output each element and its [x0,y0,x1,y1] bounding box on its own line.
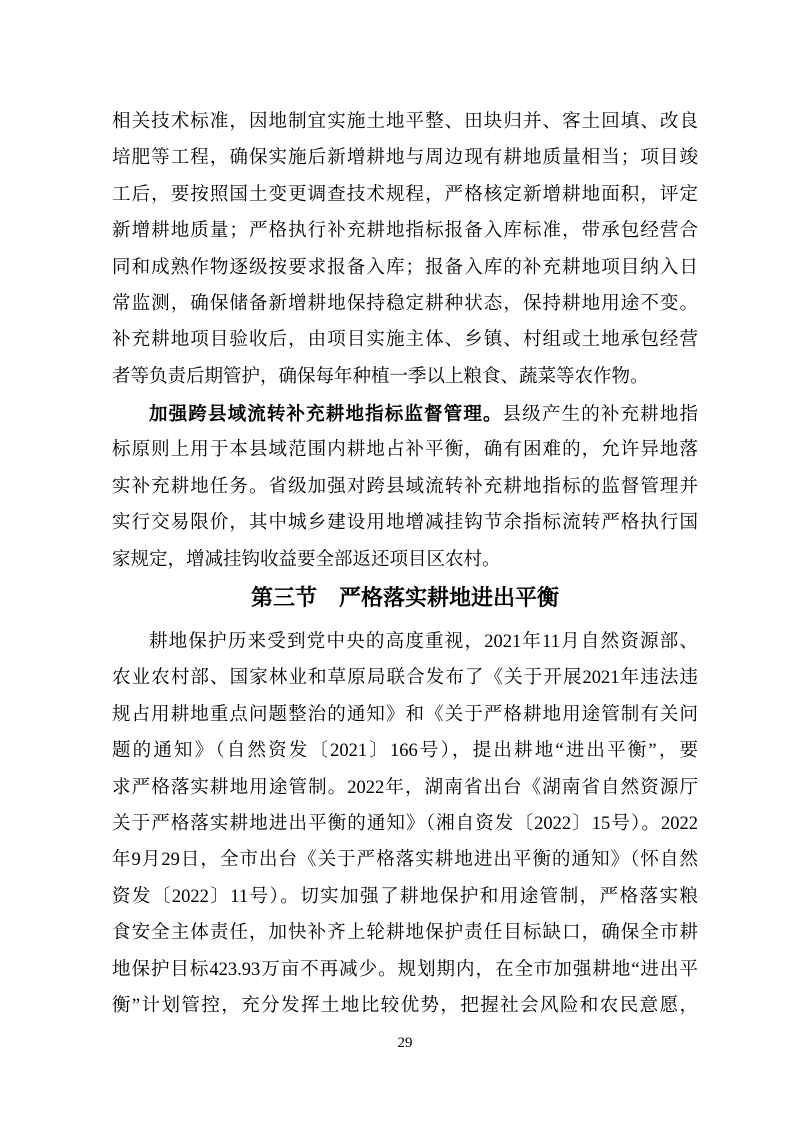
text-line: 农业农村部、国家林业和草原局联合发布了《关于开展2021年违法违 [112,668,698,689]
text-line: 家规定，增减挂钩收益要全部返还项目区农村。 [112,549,501,570]
text-line: 实补充耕地任务。省级加强对跨县域流转补充耕地指标的监督管理并 [112,476,698,497]
text-line: 食安全主体责任，加快补齐上轮耕地保护责任目标缺口，确保全市耕 [112,923,698,944]
text-line: 耕地保护历来受到党中央的高度重视，2021年11月自然资源部、 [149,632,698,652]
text-line: 补充耕地项目验收后，由项目实施主体、乡镇、村组或土地承包经营 [112,330,698,351]
text-line: 同和成熟作物逐级按要求报备入库；报备入库的补充耕地项目纳入日 [112,257,698,278]
text-line: 资发〔2022〕11号）。切实加强了耕地保护和用途管制，严格落实粮 [112,886,698,907]
text-line: 加强跨县域流转补充耕地指标监督管理。县级产生的补充耕地指 [149,403,698,425]
page-number: 29 [397,1035,413,1051]
text-line: 实行交易限价，其中城乡建设用地增减挂钩节余指标流转严格执行国 [112,513,698,534]
text-line: 关于严格落实耕地进出平衡的通知》（湘自资发〔2022〕15号）。2022 [112,813,698,834]
text-line: 衡”计划管控，充分发挥土地比较优势，把握社会风险和农民意愿， [112,995,698,1016]
bold-lead-text: 加强跨县域流转补充耕地指标监督管理。 [149,403,503,424]
text-line: 相关技术标准，因地制宜实施土地平整、田块归并、客土回填、改良 [112,112,698,132]
text-line: 年9月29日，全市出台《关于严格落实耕地进出平衡的通知》（怀自然 [112,850,698,871]
text-line: 题的通知》（自然资发〔2021〕166号），提出耕地“进出平衡”，要 [112,741,698,762]
section-heading: 第三节 严格落实耕地进出平衡 [250,585,559,610]
text-line: 规占用耕地重点问题整治的通知》和《关于严格耕地用途管制有关问 [112,704,698,725]
text-line: 地保护目标423.93万亩不再减少。规划期内，在全市加强耕地“进出平 [112,959,698,980]
text-line: 新增耕地质量；严格执行补充耕地指标报备入库标准，带承包经营合 [112,221,698,242]
text-line: 工后，要按照国土变更调查技术规程，严格核定新增耕地面积，评定 [112,184,698,205]
text-line: 培肥等工程，确保实施后新增耕地与周边现有耕地质量相当；项目竣 [112,148,698,169]
paragraph-cross-county-transfer [112,396,698,578]
text-line: 标原则上用于本县域范围内耕地占补平衡，确有困难的，允许异地落 [112,440,698,461]
text-line: 者等负责后期管护，确保每年种植一季以上粮食、蔬菜等农作物。 [112,366,649,387]
text-line: 常监测，确保储备新增耕地保持稳定耕种状态，保持耕地用途不变。 [112,293,698,314]
paragraph-in-out-balance [112,624,698,1024]
paragraph-supplementary-farmland [112,104,698,395]
text-line: 求严格落实耕地用途管制。2022年，湖南省出台《湖南省自然资源厅 [112,777,698,798]
